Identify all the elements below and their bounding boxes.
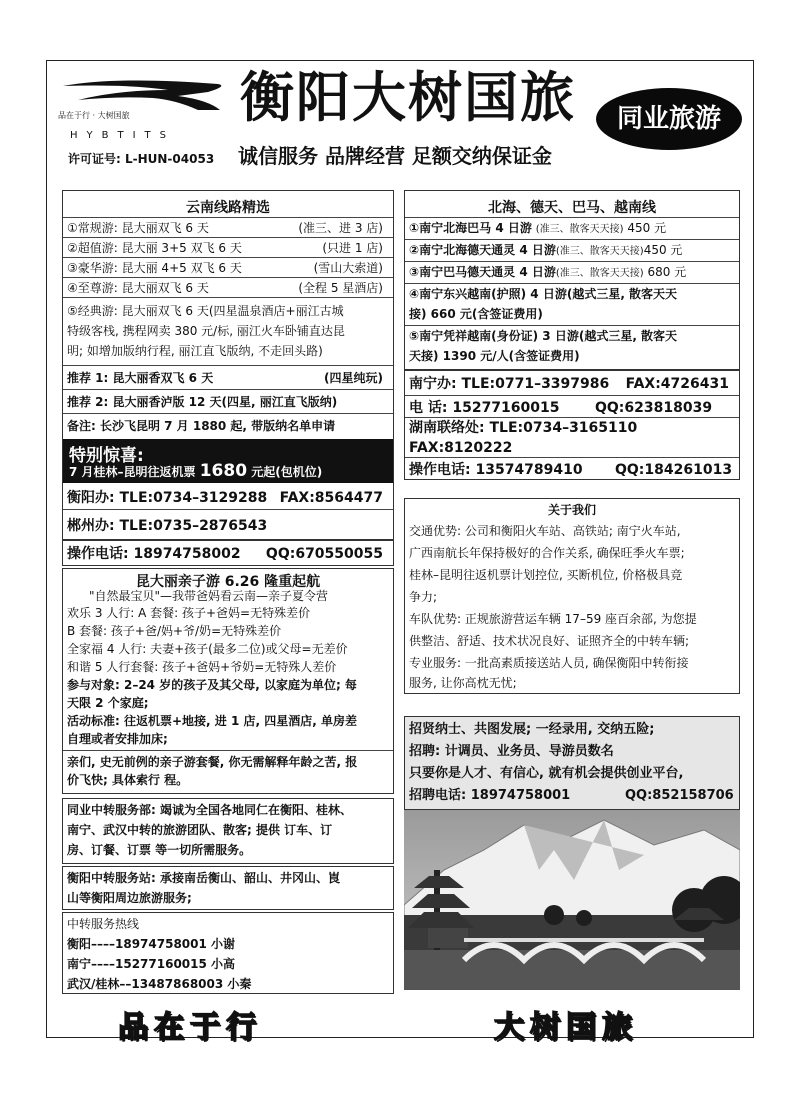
transfer-dept-line: 房、订餐、订票 等一切所需服务。	[67, 843, 252, 857]
family-subtitle: "自然最宝贝"—我带爸妈看云南—亲子夏令营	[89, 589, 329, 603]
recruit-box	[404, 716, 740, 810]
badge-text: 同业旅游	[616, 104, 721, 134]
family-bold: 参与对象: 2–24 岁的孩子及其父母, 以家庭为单位; 每	[67, 678, 357, 692]
logo-letters: HYBTITS	[70, 130, 176, 141]
yunnan-box	[62, 190, 394, 540]
about-line: 供整洁、舒适、技术状况良好、证照齐全的中转车辆;	[409, 634, 690, 648]
hotline-item: 南宁––––15277160015 小高	[67, 957, 236, 971]
contacts-right-box	[404, 370, 740, 480]
hotline-item: 武汉/桂林––13487868003 小秦	[67, 977, 252, 991]
about-title: 关于我们	[547, 503, 596, 517]
contact-fax: FAX:8120222	[409, 440, 513, 456]
transfer-dept-line: 同业中转服务部: 竭诚为全国各地同仁在衡阳、桂林、	[67, 803, 352, 817]
yunnan-classic-1: ⑤经典游: 昆大丽双飞 6 天(四星温泉酒店+丽江古城	[67, 304, 344, 318]
transfer-dept-box	[62, 798, 394, 864]
transfer-station-line: 山等衡阳周边旅游服务;	[67, 891, 192, 905]
family-line: B 套餐: 孩子+爸/妈+爷/奶=无特殊差价	[67, 624, 282, 638]
hotline-title: 中转服务热线	[67, 917, 140, 931]
recruit-line: 招贤纳士、共图发展; 一经录用, 交纳五险;	[409, 722, 655, 737]
license-number: 许可证号: L-HUN-04053	[68, 152, 215, 166]
company-logo	[58, 74, 228, 114]
about-line: 广西南航长年保持极好的合作关系, 确保旺季火车票;	[409, 546, 685, 560]
surprise-price: 1680	[199, 461, 248, 481]
hotline-box	[62, 912, 394, 994]
about-line: 争力;	[409, 590, 438, 604]
recruit-line: 招聘: 计调员、业务员、导游员数名	[409, 744, 614, 759]
recruit-phone: 招聘电话: 18974758001 QQ:852158706	[409, 788, 734, 803]
yunnan-route: ①常规游: 昆大丽双飞 6 天 (准三、进 3 店)	[67, 221, 383, 235]
beihai-box	[404, 190, 740, 370]
recruit-line: 只要你是人才、有信心, 就有机会提供创业平台,	[409, 766, 684, 781]
special-surprise-bar	[63, 439, 393, 483]
contact-nanning: 南宁办: TLE:0771–3397986 FAX:4726431	[409, 376, 729, 392]
beihai-vietnam2: 天接) 1390 元/人(含签证费用)	[409, 349, 580, 363]
family-title: 昆大丽亲子游 6.26 隆重起航	[135, 574, 321, 590]
yunnan-classic-2: 特级客栈, 携程网卖 380 元/标, 丽江火车卧铺直达昆	[67, 324, 345, 338]
header	[46, 60, 754, 170]
family-footer: 亲们, 史无前例的亲子游套餐, 你无需解释年龄之苦, 报	[67, 755, 358, 769]
surprise-line: 7 月桂林–昆明往返机票 1680 元起(包机位)	[69, 461, 323, 481]
family-tour-box	[62, 568, 394, 794]
about-line: 交通优势: 公司和衡阳火车站、高铁站; 南宁火车站,	[409, 524, 681, 538]
family-line: 全家福 4 人行: 夫妻+孩子(最多二位)或父母=无差价	[67, 642, 348, 656]
yunnan-rec1: 推荐 1: 昆大丽香双飞 6 天 (四星纯玩)	[67, 371, 383, 385]
about-line: 车队优势: 正规旅游营运车辆 17–59 座百余部, 为您提	[409, 612, 697, 626]
hotline-item: 衡阳––––18974758001 小谢	[67, 937, 236, 951]
footer-left: 品在于行	[118, 1010, 262, 1045]
about-line: 专业服务: 一批高素质接送站人员, 确保衡阳中转衔接	[409, 656, 689, 670]
yunnan-rec2: 推荐 2: 昆大丽香泸版 12 天(四星, 丽江直飞版纳)	[67, 395, 338, 409]
family-bold: 自理或者安排加床;	[67, 732, 168, 746]
contact-hengyang: 衡阳办: TLE:0734–3129288 FAX:8564477	[67, 490, 383, 506]
transfer-dept-line: 南宁、武汉中转的旅游团队、散客; 提供 订车、订	[67, 823, 333, 837]
family-footer: 价飞快; 具体索行 程。	[67, 773, 189, 787]
family-line: 欢乐 3 人行: A 套餐: 孩子+爸妈=无特殊差价	[67, 606, 311, 620]
about-box	[404, 498, 740, 694]
logo-slogan: 品在于行 · 大树国旅	[58, 111, 130, 120]
yunnan-route: ②超值游: 昆大丽 3+5 双飞 6 天 (只进 1 店)	[67, 241, 383, 255]
beihai-route: ①南宁北海巴马 4 日游 (准三、散客天天接) 450 元	[409, 221, 667, 235]
yunnan-route: ③豪华游: 昆大丽 4+5 双飞 6 天 (雪山大索道)	[67, 261, 383, 275]
family-line: 和谐 5 人行套餐: 孩子+爸妈+爷奶=无特殊人差价	[67, 660, 337, 674]
contact-phone: 电 话: 15277160015 QQ:623818039	[409, 400, 713, 416]
beihai-title: 北海、德天、巴马、越南线	[488, 200, 656, 216]
transfer-station-box	[62, 866, 394, 910]
footer-right: 大树国旅	[494, 1010, 638, 1045]
about-line: 服务, 让你高枕无忧;	[409, 676, 517, 690]
yunnan-title: 云南线路精选	[186, 200, 270, 216]
operation-phone-left: 操作电话: 18974758002 QQ:670550055	[62, 540, 394, 566]
company-name: 衡阳大树国旅	[240, 66, 576, 129]
beihai-route: ③南宁巴马德天通灵 4 日游(准三、散客天天接) 680 元	[409, 265, 687, 279]
badge	[596, 88, 742, 150]
contact-chenzhou: 郴州办: TLE:0735–2876543	[67, 518, 268, 534]
about-line: 桂林–昆明往返机票计划控位, 买断机位, 价格极具竞	[409, 568, 683, 582]
family-bold: 天限 2 个家庭;	[67, 696, 149, 710]
yunnan-route: ④至尊游: 昆大丽双飞 6 天 (全程 5 星酒店)	[67, 281, 383, 295]
yunnan-note: 备注: 长沙飞昆明 7 月 1880 起, 带版纳名单申请	[67, 419, 336, 433]
family-bold: 活动标准: 往返机票+地接, 进 1 店, 四星酒店, 单房差	[67, 714, 357, 728]
contact-operation: 操作电话: 13574789410 QQ:184261013	[409, 462, 733, 478]
beihai-vietnam1: ④南宁东兴越南(护照) 4 日游(越式三星, 散客天天	[409, 287, 678, 301]
contact-hunan: 湖南联络处: TLE:0734–3165110	[409, 420, 638, 436]
scenic-photo	[404, 810, 740, 990]
beihai-route: ②南宁北海德天通灵 4 日游(准三、散客天天接)450 元	[409, 243, 683, 257]
tagline: 诚信服务 品牌经营 足额交纳保证金	[238, 144, 552, 168]
beihai-vietnam2: ⑤南宁凭祥越南(身份证) 3 日游(越式三星, 散客天	[409, 329, 678, 343]
transfer-station-line: 衡阳中转服务站: 承接南岳衡山、韶山、井冈山、崀	[67, 871, 340, 885]
beihai-vietnam1: 接) 660 元(含签证费用)	[409, 307, 543, 321]
yunnan-classic-3: 明; 如增加版纳行程, 丽江直飞版纳, 不走回头路)	[67, 344, 323, 358]
surprise-label: 特别惊喜:	[69, 446, 144, 466]
